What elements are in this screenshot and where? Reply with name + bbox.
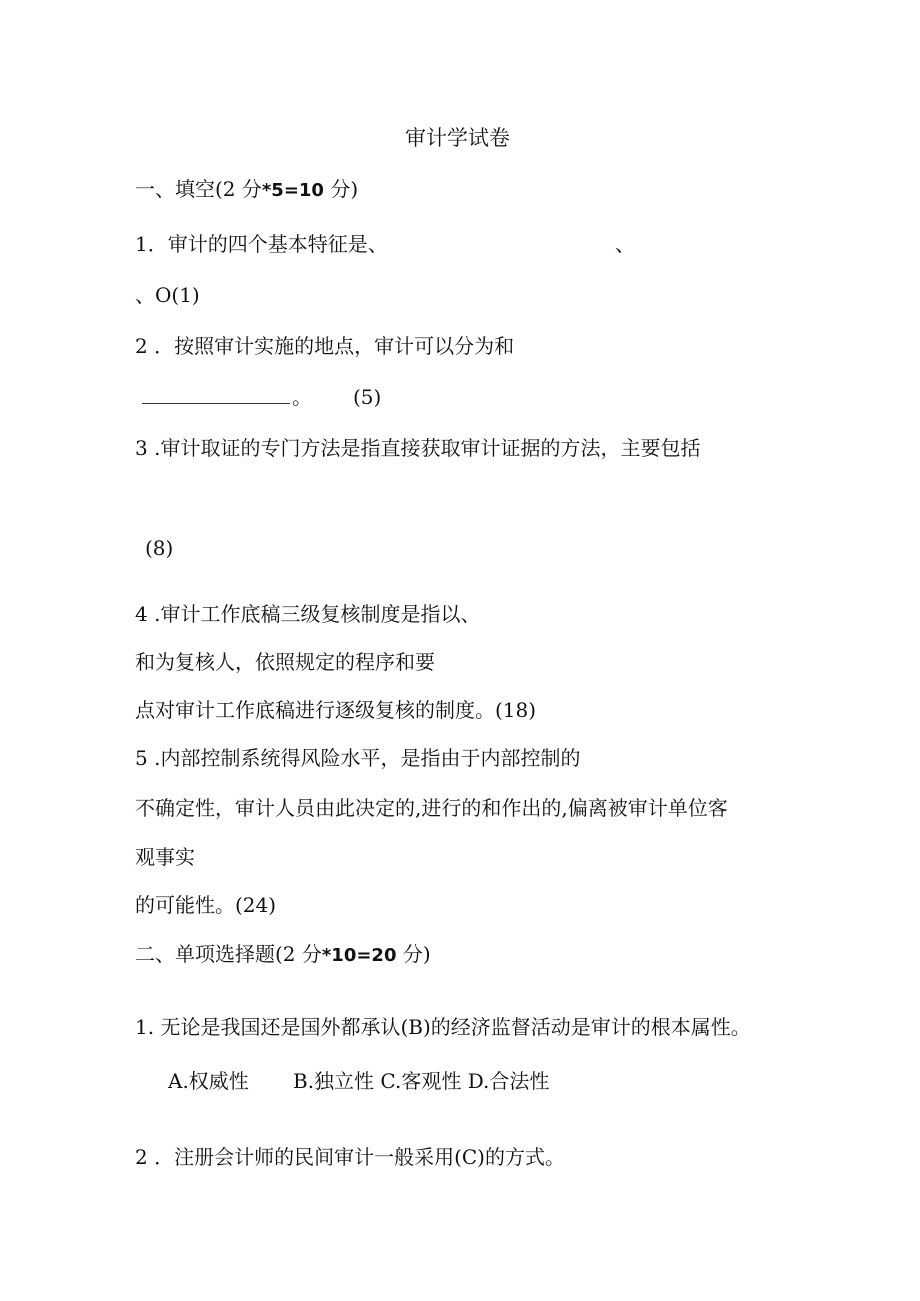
q5-line-2: 不确定性，审计人员由此决定的,进行的和作出的,偏离被审计单位客	[135, 796, 728, 820]
mc1-options-bcd: B.独立性 C.客观性 D.合法性	[293, 1069, 550, 1093]
mc2-question: 2 ．注册会计师的民间审计一般采用(C)的方式。	[135, 1145, 565, 1169]
q1-line-2: 、O(1)	[135, 283, 200, 307]
q2-line-2-suffix: 。	[292, 385, 312, 409]
section-2-heading-prefix: 二、单项选择题(2 分	[135, 942, 322, 966]
section-2-heading	[135, 941, 431, 969]
mc1-question: 1. 无论是我国还是国外都承认(B)的经济监督活动是审计的根本属性。	[135, 1015, 751, 1039]
q4-line-2: 和为复核人，依照规定的程序和要	[135, 650, 435, 674]
section-1-heading-suffix: 分)	[323, 177, 359, 201]
q2-line-1: 2 ．按照审计实施的地点，审计可以分为和	[135, 334, 515, 358]
answer-blank	[142, 389, 290, 404]
q2-line-2	[142, 384, 312, 410]
q3-line-1: 3 .审计取证的专门方法是指直接获取审计证据的方法，主要包括	[135, 436, 701, 460]
q1-line-1: 1．审计的四个基本特征是、	[135, 232, 388, 256]
q1-line-1-tail: 、	[615, 232, 635, 256]
section-1-heading	[135, 176, 358, 204]
page-title: 审计学试卷	[405, 126, 510, 150]
section-2-heading-suffix: 分)	[396, 942, 431, 966]
section-2-heading-score: *10=20	[321, 945, 397, 966]
q3-score: (8)	[145, 536, 174, 560]
q4-line-1: 4 .审计工作底稿三级复核制度是指以、	[135, 602, 481, 626]
mc1-option-a: A.权威性	[168, 1069, 249, 1093]
q5-line-3: 观事实	[135, 845, 195, 869]
q5-line-1: 5 .内部控制系统得风险水平，是指由于内部控制的	[135, 746, 581, 770]
q2-score: (5)	[353, 385, 382, 409]
q4-line-3: 点对审计工作底稿进行逐级复核的制度。(18)	[135, 698, 537, 722]
q5-line-4: 的可能性。(24)	[135, 893, 277, 917]
section-1-heading-score: *5=10	[261, 180, 324, 201]
section-1-heading-prefix: 一、填空(2 分	[135, 177, 262, 201]
